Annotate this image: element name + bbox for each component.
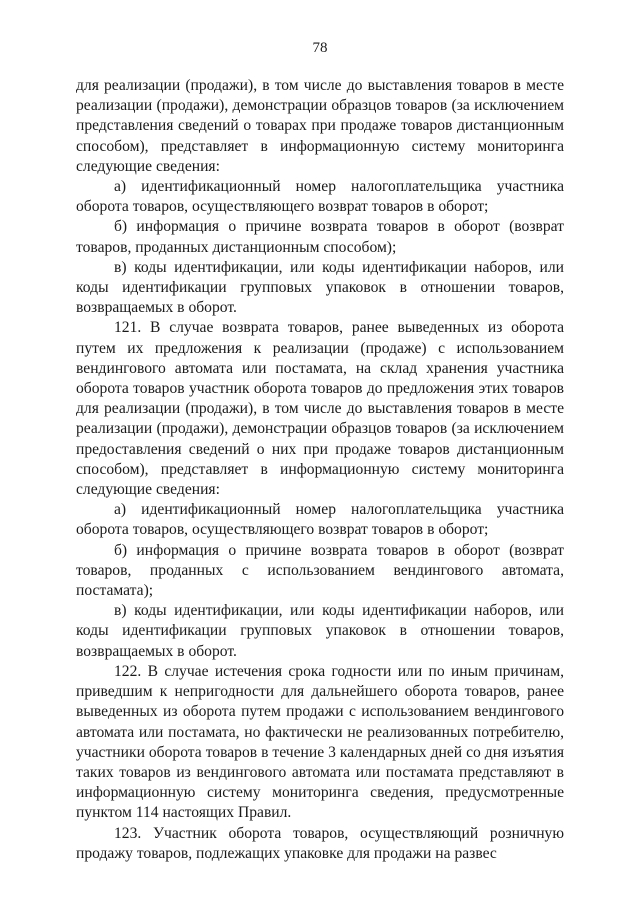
paragraph-121: 121. В случае возврата товаров, ранее выведенных из оборота путем их предложения к реализации (продаже) с использованием вендингового автомата или постамата, на склад хранения участника оборота товаров участник оборота товаров до предложения этих товаров для реализации (продажи), в том числе до выставления товаров в месте реализации (продажи), демонстрации образцов товаров (за исключением предоставления сведений о них при продаже товаров дистанционным способом), представляет в информационную систему мониторинга следующие сведения: [76,319,564,499]
list-item-b: б) информация о причине возврата товаров в оборот (возврат товаров, проданных дистанционным способом); [76,218,564,256]
page-number: 78 [312,40,328,56]
list-item-a: а) идентификационный номер налогоплательщика участника оборота товаров, осуществляющего возврат товаров в оборот; [76,501,564,539]
document-body [76,76,564,864]
list-item-a: а) идентификационный номер налогоплательщика участника оборота товаров, осуществляющего возврат товаров в оборот; [76,178,564,216]
paragraph-123: 123. Участник оборота товаров, осуществляющий розничную продажу товаров, подлежащих упаковке для продажи на развес [76,824,564,862]
list-item-v: в) коды идентификации, или коды идентификации наборов, или коды идентификации групповых упаковок в отношении товаров, возвращаемых в оборот. [76,602,564,660]
paragraph-continuation: для реализации (продажи), в том числе до выставления товаров в месте реализации (продажи), демонстрации образцов товаров (за исключением представления сведений о товарах при продаже товаров дистанционным способом), представляет в информационную систему мониторинга следующие сведения: [76,77,564,175]
list-item-b: б) информация о причине возврата товаров в оборот (возврат товаров, проданных с использованием вендингового автомата, постамата); [76,541,564,600]
paragraph-122: 122. В случае истечения срока годности или по иным причинам, приведшим к непригодности для дальнейшего оборота товаров, ранее выведенных из оборота путем продажи с использованием вендингового автомата или постамата, но фактически не реализованных потребителю, участники оборота товаров в течение 3 календарных дней со дня изъятия таких товаров из вендингового автомата или постамата представляют в информационную систему мониторинга сведения, предусмотренные пунктом 114 настоящих Правил. [76,662,564,822]
list-item-v: в) коды идентификации, или коды идентификации наборов, или коды идентификации групповых упаковок в отношении товаров, возвращаемых в оборот. [76,258,564,317]
